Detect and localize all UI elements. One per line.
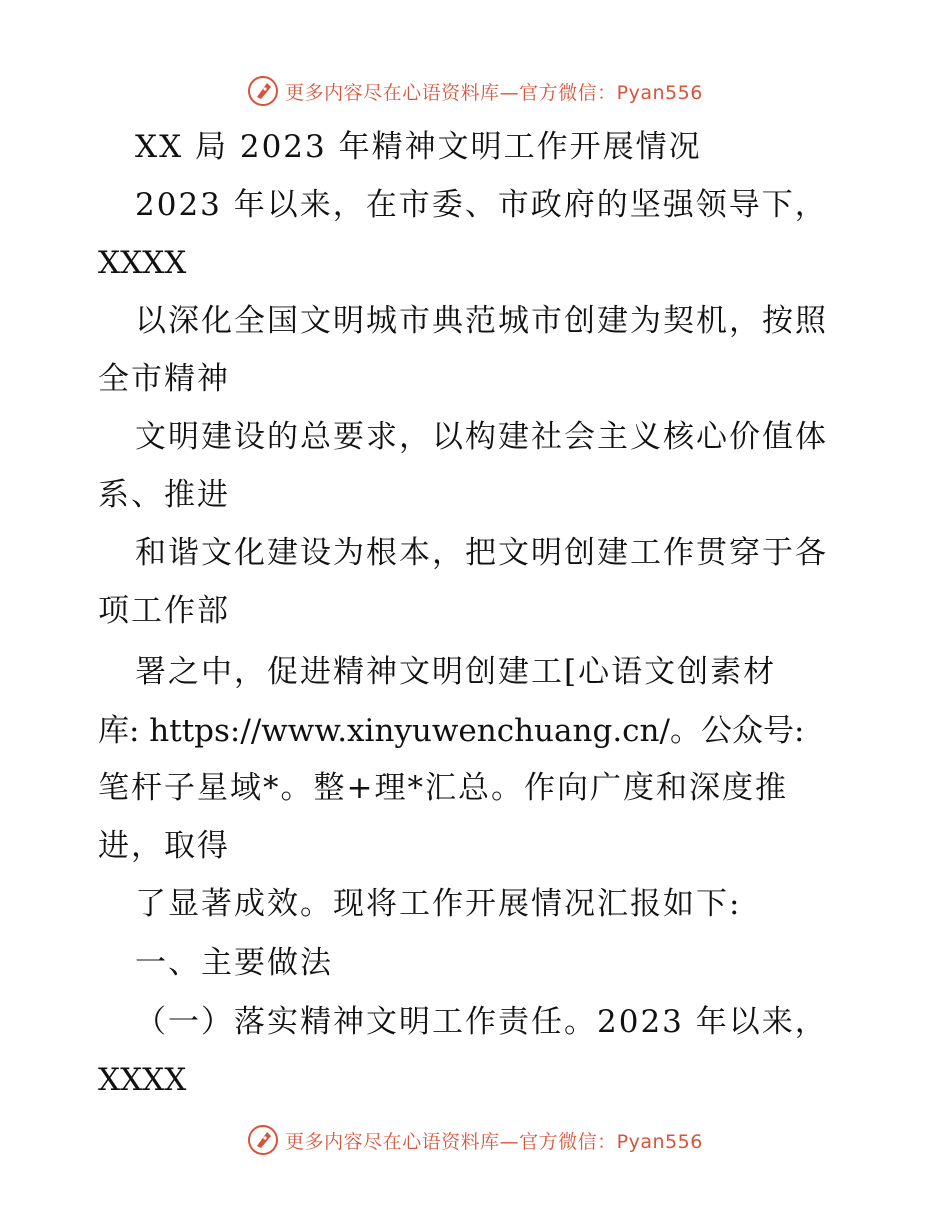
doc-section-heading: 一、主要做法 (135, 945, 333, 981)
watermark-banner-bottom (0, 1120, 950, 1160)
red-pen-nib-logo-icon (247, 1124, 279, 1156)
watermark-banner-top (0, 71, 950, 111)
doc-line-url: 库: https://www.xinyuwenchuang.cn/。公众号: (98, 713, 805, 749)
doc-line: 署之中，促进精神文明创建工[心语文创素材 (135, 654, 777, 690)
doc-subsection-heading: （一）落实精神文明工作责任。2023 年以来， (135, 1004, 828, 1040)
doc-line: XXXX (98, 1062, 187, 1098)
doc-line: 了显著成效。现将工作开展情况汇报如下: (135, 886, 742, 922)
watermark-text: 更多内容尽在心语资料库—官方微信：Pyan556 (285, 81, 703, 104)
doc-line: 笔杆子星域*。整+理*汇总。作向广度和深度推 (98, 770, 788, 806)
red-pen-nib-logo-icon (247, 75, 279, 107)
doc-line: 全市精神 (98, 361, 230, 397)
doc-line: 文明建设的总要求，以构建社会主义核心价值体 (135, 419, 828, 455)
doc-line: 项工作部 (98, 593, 230, 629)
doc-line: 和谐文化建设为根本，把文明创建工作贯穿于各 (135, 535, 828, 571)
doc-line: 以深化全国文明城市典范城市创建为契机，按照 (135, 303, 828, 339)
doc-line: 系、推进 (98, 477, 230, 513)
doc-line: XXXX (98, 245, 187, 281)
doc-line: 2023 年以来，在市委、市政府的坚强领导下， (135, 187, 828, 223)
doc-title: XX 局 2023 年精神文明工作开展情况 (135, 129, 702, 165)
watermark-text: 更多内容尽在心语资料库—官方微信：Pyan556 (285, 1130, 703, 1153)
doc-line: 进，取得 (98, 828, 230, 864)
